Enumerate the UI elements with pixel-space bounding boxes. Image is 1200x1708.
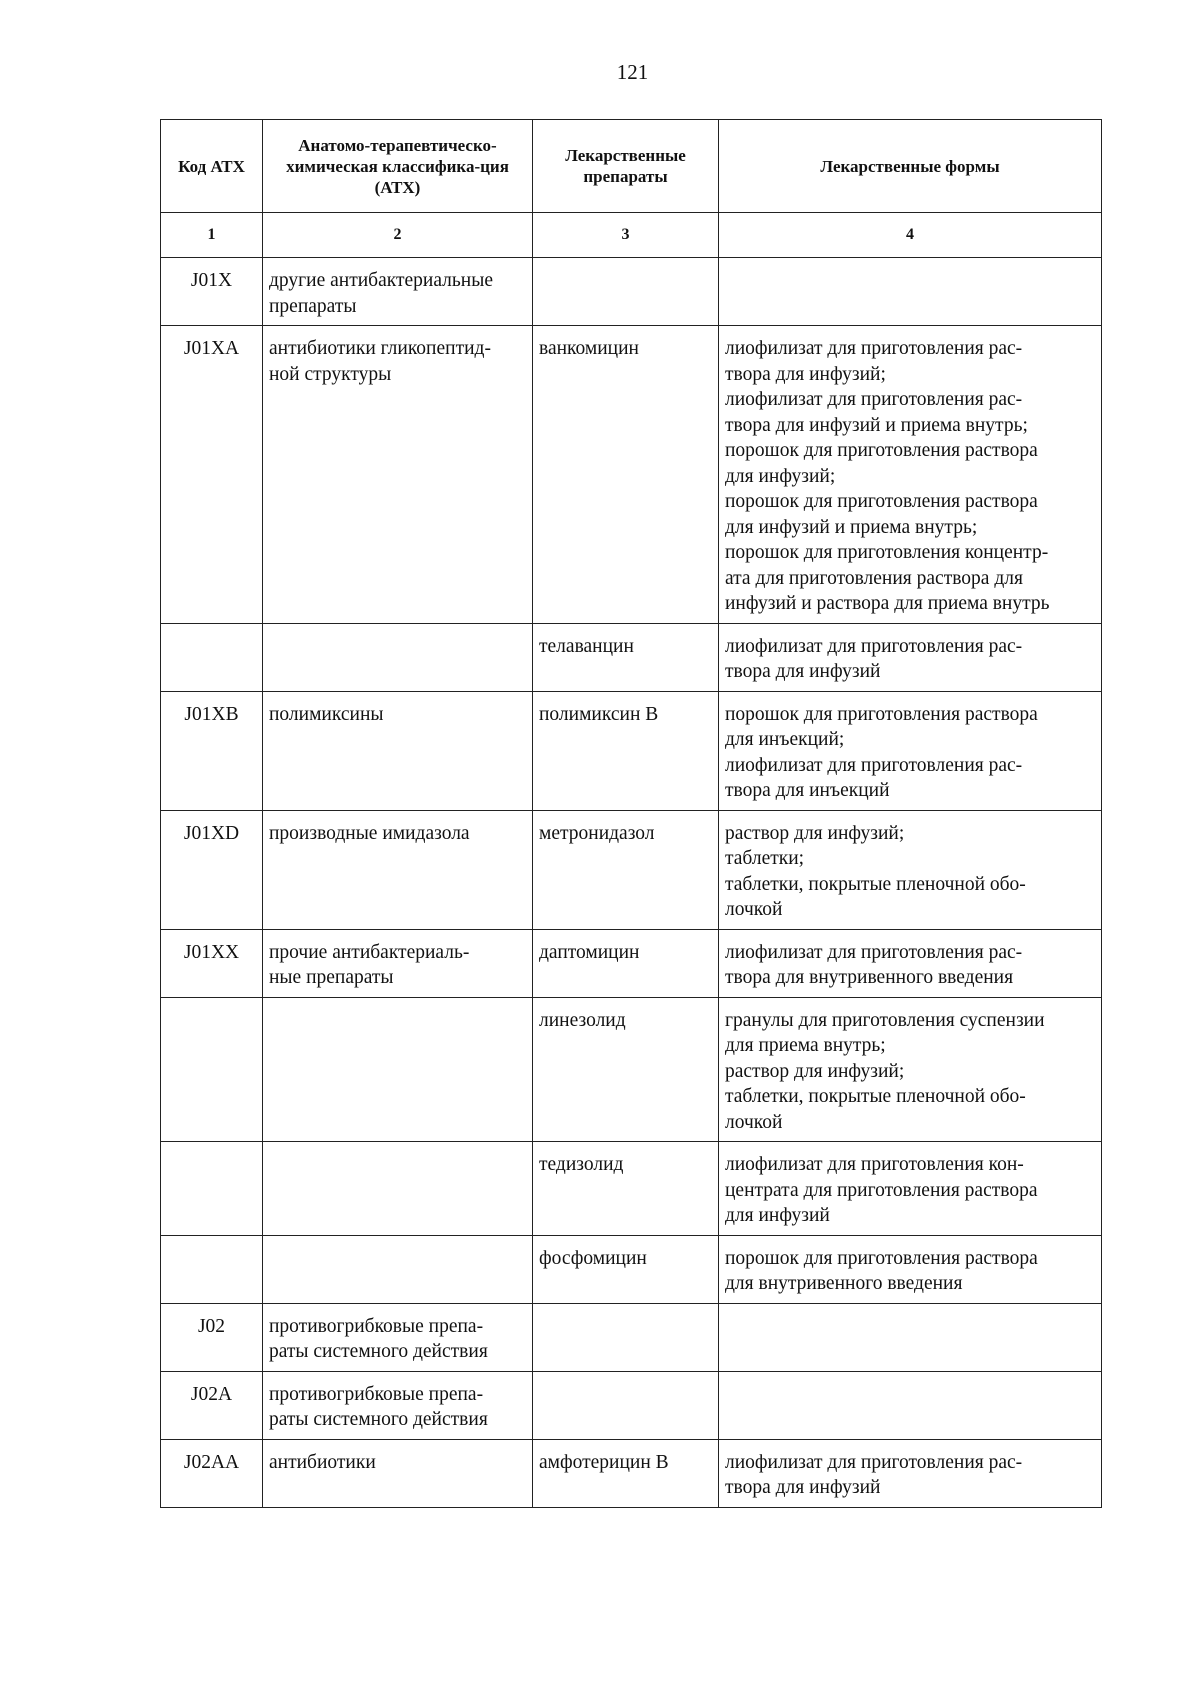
drug-cell xyxy=(533,929,719,997)
header-atx-code: Код АТХ xyxy=(161,120,263,213)
dosage-forms-cell xyxy=(719,1303,1102,1371)
atx-code: J01XX xyxy=(183,941,240,963)
dosage-form-line: инфузий и раствора для приема внутрь xyxy=(725,593,1050,614)
dosage-forms-cell xyxy=(719,929,1102,997)
dosage-form-line: порошок для приготовления раствора xyxy=(725,703,1038,725)
atx-code-cell xyxy=(161,691,263,810)
drug-cell xyxy=(533,1142,719,1236)
drug-cell xyxy=(533,1439,719,1507)
dosage-form-line: для внутривенного введения xyxy=(725,1273,963,1294)
drug-name: даптомицин xyxy=(539,941,640,963)
classification-cell xyxy=(263,929,533,997)
drug-name: тедизолид xyxy=(539,1154,624,1175)
classification-line: противогрибковые препа- xyxy=(269,1315,484,1337)
dosage-form-line: лиофилизат для приготовления рас- xyxy=(725,754,1023,776)
dosage-forms-cell xyxy=(719,258,1102,326)
drug-name: телаванцин xyxy=(539,635,634,657)
dosage-form-line: твора для инъекций xyxy=(725,780,890,801)
dosage-form-line: порошок для приготовления раствора xyxy=(725,440,1038,461)
table-body xyxy=(161,213,1102,1508)
atx-code-cell xyxy=(161,997,263,1142)
classification-line: производные имидазола xyxy=(269,822,470,844)
dosage-form-line: лиофилизат для приготовления рас- xyxy=(725,338,1023,359)
atx-code: J01XA xyxy=(183,338,240,359)
table-row xyxy=(161,623,1102,691)
dosage-form-line: твора для инфузий xyxy=(725,1477,881,1498)
dosage-forms-cell xyxy=(719,810,1102,929)
header-drugs: Лекарственные препараты xyxy=(533,120,719,213)
dosage-form-line: для инфузий; xyxy=(725,465,836,487)
header-dosage-forms: Лекарственные формы xyxy=(719,120,1102,213)
classification-line: другие антибактериальные xyxy=(269,270,493,291)
dosage-form-line: твора для инфузий; xyxy=(725,363,886,385)
dosage-form-line: для приема внутрь; xyxy=(725,1035,886,1056)
drug-name: фосфомицин xyxy=(539,1247,647,1269)
dosage-form-line: порошок для приготовления раствора xyxy=(725,1247,1038,1269)
table-header-row xyxy=(161,120,1102,213)
dosage-form-line: раствор для инфузий; xyxy=(725,822,905,844)
drug-cell xyxy=(533,326,719,624)
dosage-form-line: раствор для инфузий; xyxy=(725,1060,905,1082)
dosage-form-line: для инъекций; xyxy=(725,729,845,750)
drug-cell xyxy=(533,997,719,1142)
drug-cell xyxy=(533,1303,719,1371)
classification-cell xyxy=(263,1439,533,1507)
dosage-form-line: лиофилизат для приготовления кон- xyxy=(725,1154,1024,1175)
dosage-form-line: твора для инфузий и приема внутрь; xyxy=(725,414,1028,436)
dosage-form-line: гранулы для приготовления суспензии xyxy=(725,1009,1045,1031)
atx-code xyxy=(161,1142,262,1158)
drug-cell xyxy=(533,1371,719,1439)
drug-cell xyxy=(533,691,719,810)
column-number: 2 xyxy=(263,213,533,258)
drug-name: полимиксин В xyxy=(539,703,659,725)
classification-line: антибиотики xyxy=(269,1451,376,1473)
drug-name: ванкомицин xyxy=(539,338,639,359)
drug-cell xyxy=(533,1235,719,1303)
classification-line: прочие антибактериаль- xyxy=(269,941,470,963)
table-row xyxy=(161,1439,1102,1507)
atx-code-cell xyxy=(161,1439,263,1507)
column-number-row xyxy=(161,213,1102,258)
atx-code: J01X xyxy=(190,270,233,291)
dosage-forms-cell xyxy=(719,691,1102,810)
dosage-forms-cell xyxy=(719,623,1102,691)
dosage-form-line: лиофилизат для приготовления рас- xyxy=(725,389,1023,410)
classification-cell xyxy=(263,810,533,929)
table-row xyxy=(161,691,1102,810)
dosage-form-line: лиофилизат для приготовления рас- xyxy=(725,1451,1023,1473)
table-row xyxy=(161,1235,1102,1303)
classification-line: полимиксины xyxy=(269,703,384,725)
drug-cell xyxy=(533,623,719,691)
classification-cell xyxy=(263,1235,533,1303)
atx-code-cell xyxy=(161,1142,263,1236)
classification-cell xyxy=(263,1142,533,1236)
dosage-form-line: порошок для приготовления раствора xyxy=(725,491,1038,512)
dosage-form-line: лочкой xyxy=(725,899,783,920)
dosage-forms-cell xyxy=(719,997,1102,1142)
classification-line: раты системного действия xyxy=(269,1409,488,1430)
classification-cell xyxy=(263,1303,533,1371)
classification-cell xyxy=(263,691,533,810)
atx-code-cell xyxy=(161,623,263,691)
classification-line: ные препараты xyxy=(269,967,394,988)
dosage-form-line: центрата для приготовления раствора xyxy=(725,1179,1038,1201)
atx-code: J01XB xyxy=(184,703,239,725)
dosage-form-line: твора для внутривенного введения xyxy=(725,967,1014,988)
atx-code-cell xyxy=(161,1371,263,1439)
dosage-form-line: таблетки; xyxy=(725,848,805,869)
atx-code xyxy=(161,624,262,640)
dosage-form-line: для инфузий и приема внутрь; xyxy=(725,516,978,538)
drug-name: амфотерицин В xyxy=(539,1451,669,1473)
dosage-form-line: порошок для приготовления концентр- xyxy=(725,542,1049,563)
dosage-form-line: лиофилизат для приготовления рас- xyxy=(725,635,1023,657)
atx-code-cell xyxy=(161,258,263,326)
table-row xyxy=(161,1371,1102,1439)
classification-line: препараты xyxy=(269,295,357,317)
dosage-form-line: твора для инфузий xyxy=(725,661,881,682)
page-number: 121 xyxy=(616,60,649,84)
table-row xyxy=(161,326,1102,624)
column-number: 1 xyxy=(161,213,263,258)
classification-cell xyxy=(263,623,533,691)
table-row xyxy=(161,1142,1102,1236)
atx-code-cell xyxy=(161,326,263,624)
drug-cell xyxy=(533,810,719,929)
classification-cell xyxy=(263,1371,533,1439)
atx-code xyxy=(161,998,262,1014)
dosage-forms-cell xyxy=(719,1371,1102,1439)
classification-cell xyxy=(263,997,533,1142)
atx-code: J02 xyxy=(197,1315,226,1337)
dosage-form-line: таблетки, покрытые пленочной обо- xyxy=(725,1086,1026,1107)
atx-drug-table xyxy=(160,119,1102,1508)
atx-code-cell xyxy=(161,929,263,997)
dosage-forms-cell xyxy=(719,326,1102,624)
drug-name: метронидазол xyxy=(539,822,655,844)
classification-line: противогрибковые препа- xyxy=(269,1383,484,1405)
drug-name: линезолид xyxy=(539,1009,626,1031)
dosage-form-line: ата для приготовления раствора для xyxy=(725,567,1023,589)
atx-code-cell xyxy=(161,1303,263,1371)
atx-code xyxy=(161,1236,262,1252)
dosage-forms-cell xyxy=(719,1142,1102,1236)
dosage-form-line: лиофилизат для приготовления рас- xyxy=(725,941,1023,963)
table-row xyxy=(161,1303,1102,1371)
drug-cell xyxy=(533,258,719,326)
column-number: 4 xyxy=(719,213,1102,258)
classification-line: раты системного действия xyxy=(269,1341,488,1362)
atx-code: J02AA xyxy=(183,1451,240,1473)
dosage-forms-cell xyxy=(719,1439,1102,1507)
dosage-form-line: лочкой xyxy=(725,1111,783,1133)
column-number: 3 xyxy=(533,213,719,258)
drug-name xyxy=(533,1304,718,1320)
drug-name xyxy=(533,1372,718,1388)
table-row xyxy=(161,258,1102,326)
classification-line: ной структуры xyxy=(269,363,392,385)
atx-code: J01XD xyxy=(183,822,240,844)
atx-code-cell xyxy=(161,1235,263,1303)
atx-code-cell xyxy=(161,810,263,929)
classification-cell xyxy=(263,258,533,326)
table-row xyxy=(161,929,1102,997)
table-row xyxy=(161,810,1102,929)
dosage-form-line: для инфузий xyxy=(725,1205,830,1226)
classification-line: антибиотики гликопептид- xyxy=(269,338,491,359)
dosage-form-line: таблетки, покрытые пленочной обо- xyxy=(725,873,1026,895)
drug-name xyxy=(533,258,718,274)
header-atx-classification: Анатомо-терапевтическо-химическая классифика-ция (АТХ) xyxy=(263,120,533,213)
atx-code: J02A xyxy=(190,1383,233,1405)
dosage-forms-cell xyxy=(719,1235,1102,1303)
classification-cell xyxy=(263,326,533,624)
table-row xyxy=(161,997,1102,1142)
